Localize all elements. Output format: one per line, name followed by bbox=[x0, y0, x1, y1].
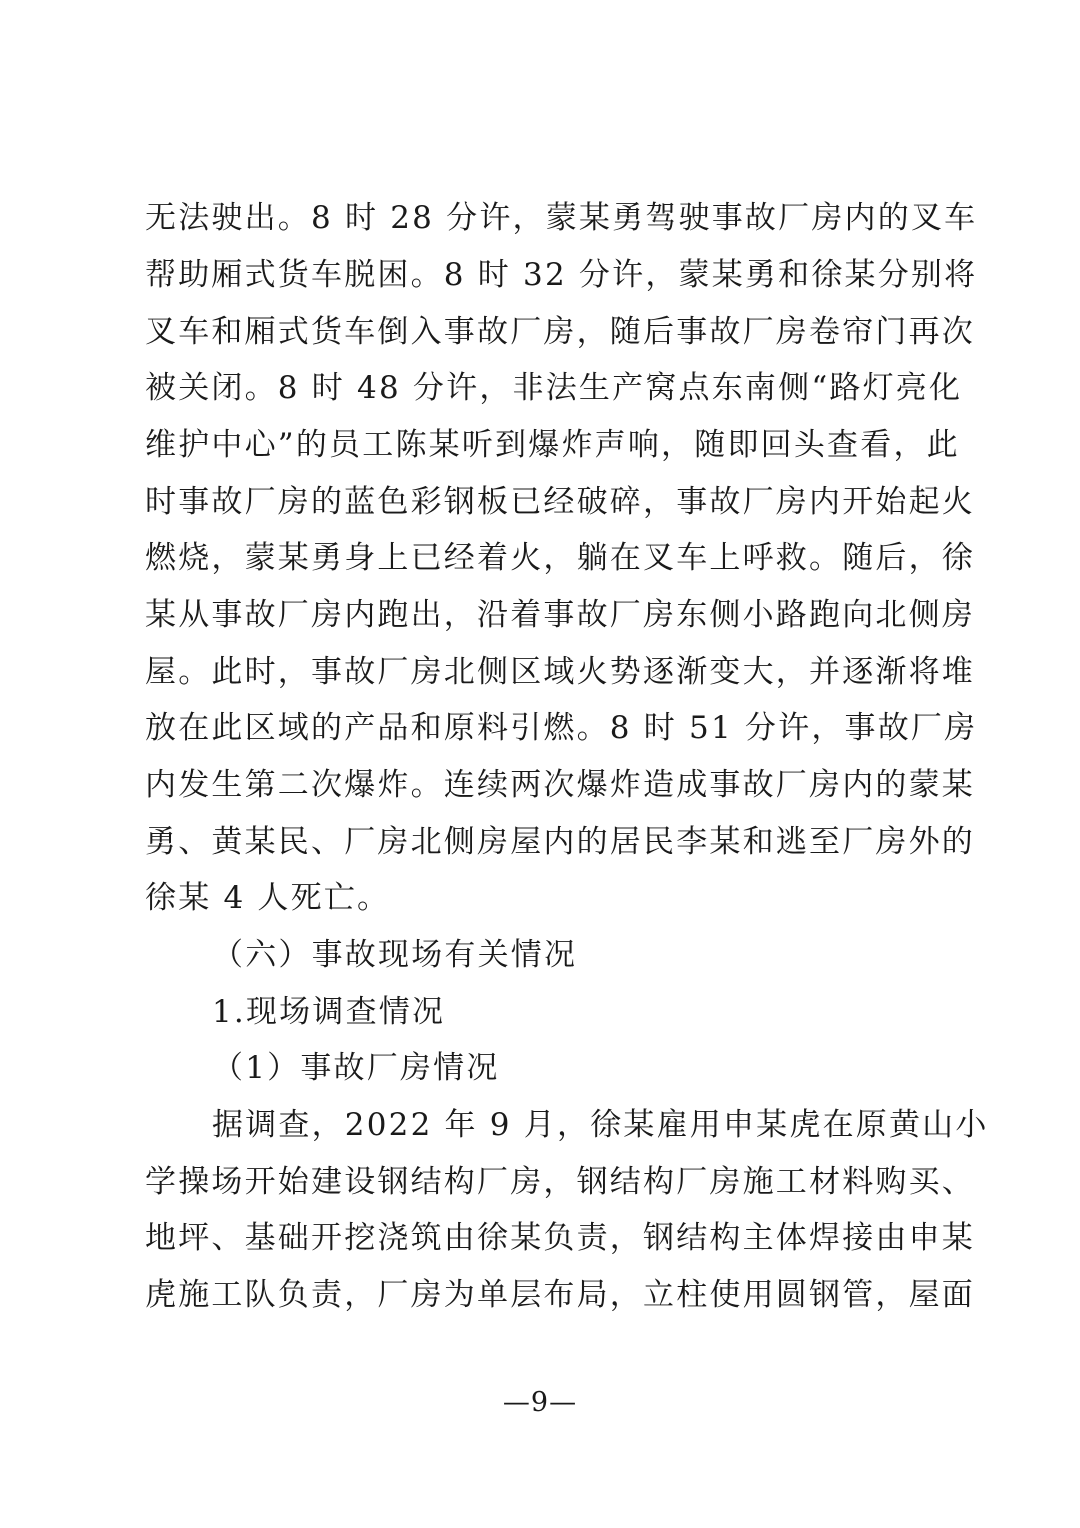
body-line: 徐某 4 人死亡。 bbox=[145, 880, 391, 916]
body-line: 勇、黄某民、厂房北侧房屋内的居民李某和逃至厂房外的 bbox=[145, 824, 975, 860]
body-line: 屋。此时，事故厂房北侧区域火势逐渐变大，并逐渐将堆 bbox=[145, 654, 975, 690]
paragraph-line: 据调查，2022 年 9 月，徐某雇用申某虎在原黄山小 bbox=[212, 1107, 989, 1143]
section-heading: （六）事故现场有关情况 bbox=[212, 937, 578, 973]
sub-heading: 1.现场调查情况 bbox=[212, 994, 446, 1030]
sub-sub-heading: （1）事故厂房情况 bbox=[212, 1050, 500, 1086]
paragraph-line: 虎施工队负责，厂房为单层布局，立柱使用圆钢管，屋面 bbox=[145, 1277, 975, 1313]
body-line: 无法驶出。8 时 28 分许，蒙某勇驾驶事故厂房内的叉车 bbox=[145, 200, 978, 236]
paragraph-line: 地坪、基础开挖浇筑由徐某负责，钢结构主体焊接由申某 bbox=[145, 1220, 975, 1256]
body-line: 叉车和厢式货车倒入事故厂房，随后事故厂房卷帘门再次 bbox=[145, 314, 975, 350]
body-line: 燃烧，蒙某勇身上已经着火，躺在叉车上呼救。随后，徐 bbox=[145, 540, 975, 576]
body-line: 帮助厢式货车脱困。8 时 32 分许，蒙某勇和徐某分别将 bbox=[145, 257, 978, 293]
body-line: 放在此区域的产品和原料引燃。8 时 51 分许，事故厂房 bbox=[145, 710, 978, 746]
body-line: 时事故厂房的蓝色彩钢板已经破碎，事故厂房内开始起火 bbox=[145, 484, 975, 520]
page-number: —9— bbox=[502, 1387, 578, 1418]
body-line: 某从事故厂房内跑出，沿着事故厂房东侧小路跑向北侧房 bbox=[145, 597, 975, 633]
paragraph-line: 学操场开始建设钢结构厂房，钢结构厂房施工材料购买、 bbox=[145, 1164, 975, 1200]
body-line: 内发生第二次爆炸。连续两次爆炸造成事故厂房内的蒙某 bbox=[145, 767, 975, 803]
body-line: 被关闭。8 时 48 分许，非法生产窝点东南侧“路灯亮化 bbox=[145, 370, 963, 406]
body-line: 维护中心”的员工陈某听到爆炸声响，随即回头查看，此 bbox=[145, 427, 960, 463]
